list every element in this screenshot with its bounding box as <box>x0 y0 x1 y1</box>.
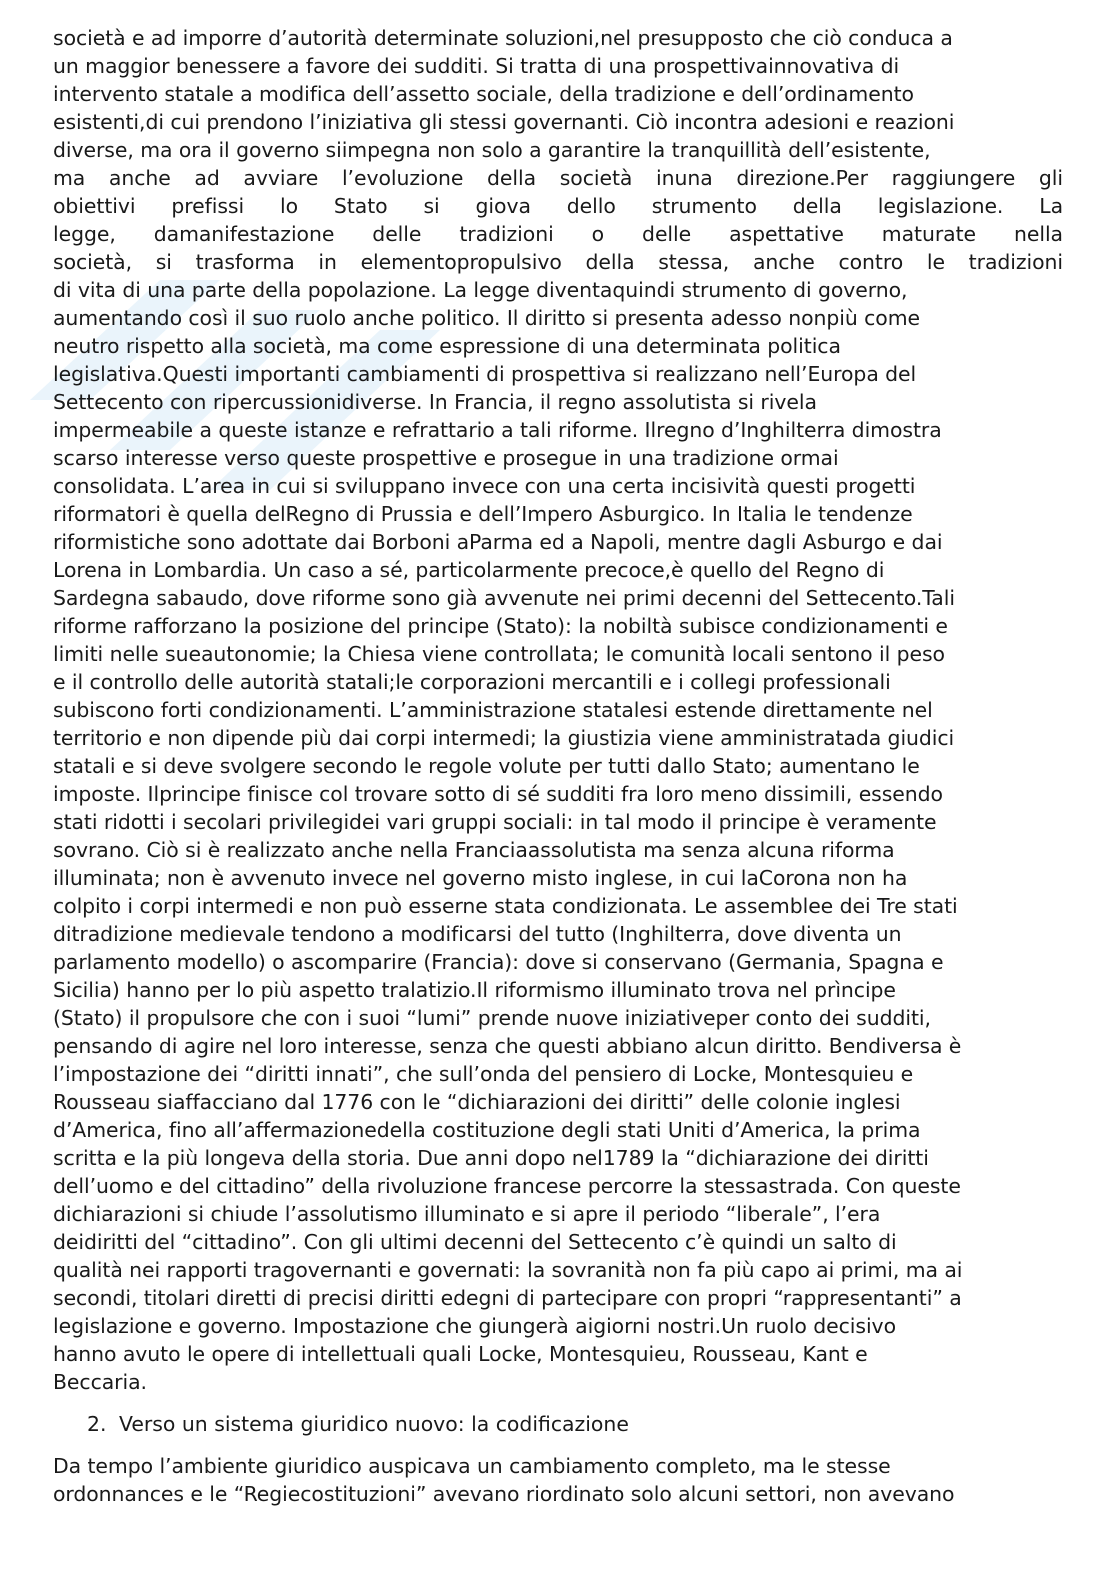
text-line: limiti nelle sueautonomie; la Chiesa viene controllata; le comunità locali sentono il peso <box>53 642 945 666</box>
text-line: società e ad imporre d’autorità determinate soluzioni,nel presupposto che ciò conduca a <box>53 26 953 50</box>
text-line: scarso interesse verso queste prospettive e prosegue in una tradizione ormai <box>53 446 839 470</box>
text-line: ma anche ad avviare l’evoluzione della società inuna direzione.Per raggiungere gli <box>53 166 1063 190</box>
text-line: Rousseau siaffacciano dal 1776 con le “dichiarazioni dei diritti” delle colonie inglesi <box>53 1090 901 1114</box>
body-paragraph <box>53 1452 1063 1508</box>
text-line: riformatori è quella delRegno di Prussia e dell’Impero Asburgico. In Italia le tendenze <box>53 502 913 526</box>
text-line: dichiarazioni si chiude l’assolutismo illuminato e si apre il periodo “liberale”, l’era <box>53 1202 881 1226</box>
text-line: secondi, titolari diretti di precisi diritti edegni di partecipare con propri “rappresentanti” a <box>53 1286 962 1310</box>
text-line: neutro rispetto alla società, ma come espressione di una determinata politica <box>53 334 841 358</box>
section-title: Verso un sistema giuridico nuovo: la codificazione <box>119 1412 629 1436</box>
text-line: ditradizione medievale tendono a modificarsi del tutto (Inghilterra, dove diventa un <box>53 922 902 946</box>
text-line: un maggior benessere a favore dei sudditi. Si tratta di una prospettivainnovativa di <box>53 54 900 78</box>
text-line: imposte. Ilprincipe finisce col trovare sotto di sé sudditi fra loro meno dissimili, essendo <box>53 782 943 806</box>
text-line: l’impostazione dei “diritti innati”, che sull’onda del pensiero di Locke, Montesquieu e <box>53 1062 914 1086</box>
text-line: impermeabile a queste istanze e refrattario a tali riforme. Ilregno d’Inghilterra dimostra <box>53 418 942 442</box>
text-line: colpito i corpi intermedi e non può esserne stata condizionata. Le assemblee dei Tre stati <box>53 894 958 918</box>
text-line: intervento statale a modifica dell’assetto sociale, della tradizione e dell’ordinamento <box>53 82 914 106</box>
text-line: dell’uomo e del cittadino” della rivoluzione francese percorre la stessastrada. Con queste <box>53 1174 961 1198</box>
text-line: scritta e la più longeva della storia. Due anni dopo nel1789 la “dichiarazione dei diritti <box>53 1146 929 1170</box>
text-line: d’America, fino all’affermazionedella costituzione degli stati Uniti d’America, la prima <box>53 1118 921 1142</box>
text-line: di vita di una parte della popolazione. La legge diventaquindi strumento di governo, <box>53 278 908 302</box>
text-line: riforme rafforzano la posizione del principe (Stato): la nobiltà subisce condizionamenti e <box>53 614 948 638</box>
text-line: esistenti,di cui prendono l’iniziativa gli stessi governanti. Ciò incontra adesioni e reazioni <box>53 110 955 134</box>
section-number: 2. <box>87 1412 107 1436</box>
text-line: legislazione e governo. Impostazione che giungerà aigiorni nostri.Un ruolo decisivo <box>53 1314 896 1338</box>
section-heading <box>53 1410 1063 1438</box>
text-line: aumentando così il suo ruolo anche politico. Il diritto si presenta adesso nonpiù come <box>53 306 920 330</box>
text-line: legge, damanifestazione delle tradizioni o delle aspettative maturate nella <box>53 222 1063 246</box>
text-line: pensando di agire nel loro interesse, senza che questi abbiano alcun diritto. Bendiversa è <box>53 1034 962 1058</box>
text-line: consolidata. L’area in cui si sviluppano invece con una certa incisività questi progetti <box>53 474 916 498</box>
text-line: qualità nei rapporti tragovernanti e governati: la sovranità non fa più capo ai primi, ma ai <box>53 1258 963 1282</box>
text-line: (Stato) il propulsore che con i suoi “lumi” prende nuove iniziativeper conto dei sudditi, <box>53 1006 931 1030</box>
text-line: illuminata; non è avvenuto invece nel governo misto inglese, in cui laCorona non ha <box>53 866 908 890</box>
text-line: Da tempo l’ambiente giuridico auspicava un cambiamento completo, ma le stesse <box>53 1454 891 1478</box>
text-line: parlamento modello) o ascomparire (Francia): dove si conservano (Germania, Spagna e <box>53 950 944 974</box>
text-line: statali e si deve svolgere secondo le regole volute per tutti dallo Stato; aumentano le <box>53 754 920 778</box>
text-line: Sardegna sabaudo, dove riforme sono già avvenute nei primi decenni del Settecento.Tali <box>53 586 955 610</box>
text-line: subiscono forti condizionamenti. L’amministrazione statalesi estende direttamente nel <box>53 698 933 722</box>
text-line: legislativa.Questi importanti cambiamenti di prospettiva si realizzano nell’Europa del <box>53 362 917 386</box>
text-line: riformistiche sono adottate dai Borboni aParma ed a Napoli, mentre dagli Asburgo e dai <box>53 530 943 554</box>
text-line: hanno avuto le opere di intellettuali quali Locke, Montesquieu, Rousseau, Kant e <box>53 1342 868 1366</box>
text-line: territorio e non dipende più dai corpi intermedi; la giustizia viene amministratada giudici <box>53 726 955 750</box>
text-line: Sicilia) hanno per lo più aspetto tralatizio.Il riformismo illuminato trova nel prìncipe <box>53 978 896 1002</box>
text-line: Beccaria. <box>53 1370 147 1394</box>
text-line: deidiritti del “cittadino”. Con gli ultimi decenni del Settecento c’è quindi un salto di <box>53 1230 897 1254</box>
document-page <box>53 24 1063 1508</box>
text-line: e il controllo delle autorità statali;le corporazioni mercantili e i collegi professionali <box>53 670 891 694</box>
text-line: diverse, ma ora il governo siimpegna non solo a garantire la tranquillità dell’esistente, <box>53 138 931 162</box>
text-line: Lorena in Lombardia. Un caso a sé, particolarmente precoce,è quello del Regno di <box>53 558 885 582</box>
body-paragraph <box>53 24 1063 1396</box>
text-line: stati ridotti i secolari privilegidei vari gruppi sociali: in tal modo il principe è veramente <box>53 810 937 834</box>
text-line: società, si trasforma in elementopropulsivo della stessa, anche contro le tradizioni <box>53 250 1063 274</box>
text-line: obiettivi prefissi lo Stato si giova dello strumento della legislazione. La <box>53 194 1063 218</box>
text-line: sovrano. Ciò si è realizzato anche nella Franciaassolutista ma senza alcuna riforma <box>53 838 895 862</box>
text-line: ordonnances e le “Regiecostituzioni” avevano riordinato solo alcuni settori, non avevano <box>53 1482 955 1506</box>
text-line: Settecento con ripercussionidiverse. In Francia, il regno assolutista si rivela <box>53 390 817 414</box>
